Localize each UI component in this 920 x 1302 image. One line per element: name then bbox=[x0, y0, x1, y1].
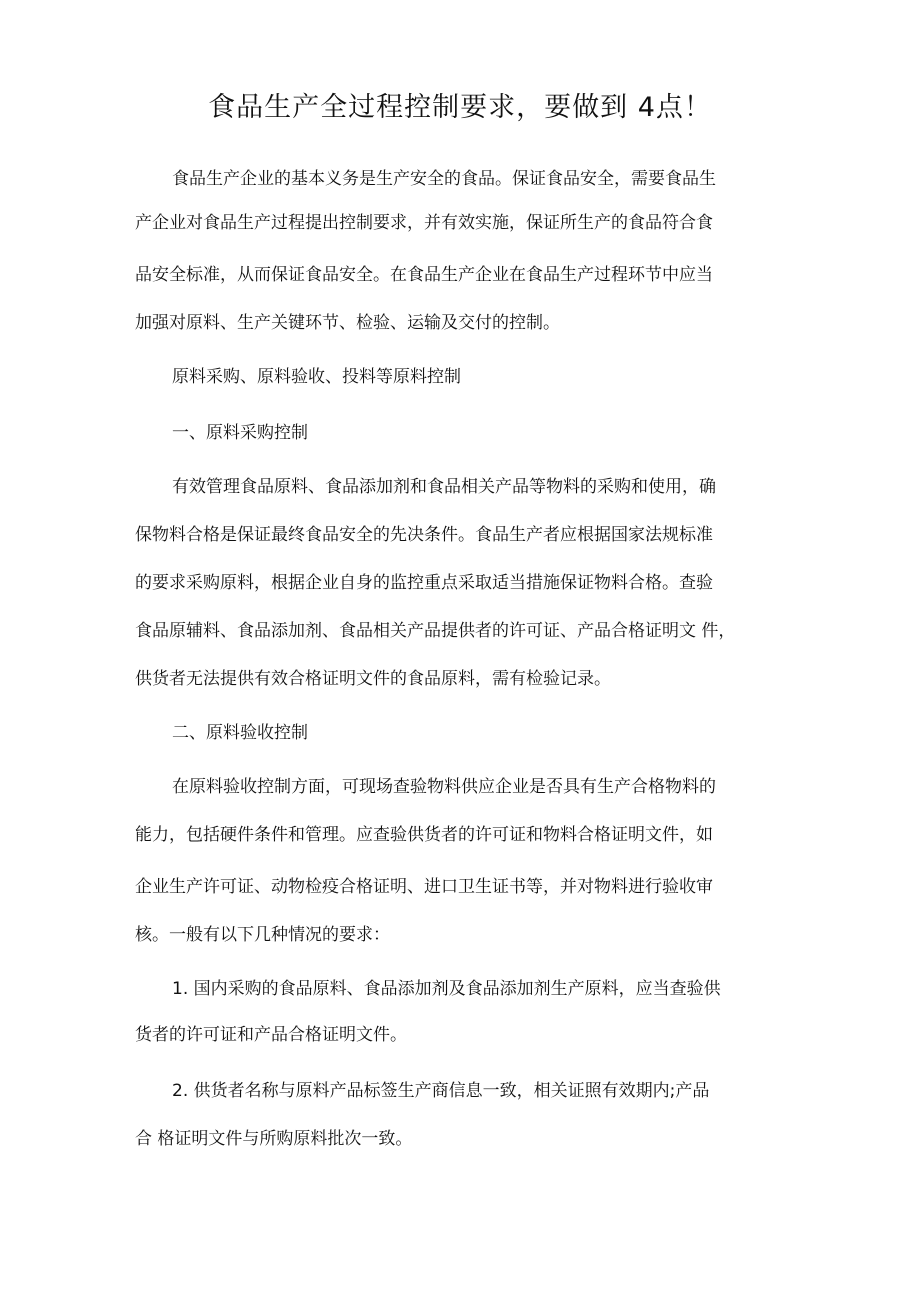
paragraph-purchase-line-5: 供货者无法提供有效合格证明文件的食品原料，需有检验记录。 bbox=[135, 669, 611, 689]
list-item-1-line-1: 1. 国内采购的食品原料、食品添加剂及食品添加剂生产原料，应当查验供 bbox=[172, 979, 721, 999]
paragraph-intro-line-4: 加强对原料、生产关键环节、检验、运输及交付的控制。 bbox=[135, 313, 560, 333]
paragraph-inspection-line-3: 企业生产许可证、动物检疫合格证明、进口卫生证书等，并对物料进行验收审 bbox=[135, 877, 713, 897]
paragraph-inspection-line-1: 在原料验收控制方面，可现场查验物料供应企业是否具有生产合格物料的 bbox=[172, 777, 716, 797]
paragraph-inspection-line-2: 能力，包括硬件条件和管理。应查验供货者的许可证和物料合格证明文件，如 bbox=[135, 825, 713, 845]
paragraph-purchase-line-4: 食品原辅料、食品添加剂、食品相关产品提供者的许可证、产品合格证明文 件， bbox=[135, 621, 736, 641]
paragraph-inspection-line-4: 核。一般有以下几种情况的要求： bbox=[135, 925, 390, 945]
paragraph-purchase-line-2: 保物料合格是保证最终食品安全的先决条件。食品生产者应根据国家法规标准 bbox=[135, 525, 713, 545]
list-item-1-line-2: 货者的许可证和产品合格证明文件。 bbox=[135, 1025, 407, 1045]
document-title: 食品生产全过程控制要求，要做到 4点！ bbox=[208, 92, 712, 123]
paragraph-purchase-line-1: 有效管理食品原料、食品添加剂和食品相关产品等物料的采购和使用，确 bbox=[172, 477, 716, 497]
paragraph-intro-line-3: 品安全标准，从而保证食品安全。在食品生产企业在食品生产过程环节中应当 bbox=[135, 265, 713, 285]
paragraph-purchase-line-3: 的要求采购原料，根据企业自身的监控重点采取适当措施保证物料合格。查验 bbox=[135, 573, 713, 593]
list-item-2-line-1: 2. 供货者名称与原料产品标签生产商信息一致，相关证照有效期内;产品 bbox=[172, 1081, 710, 1101]
paragraph-intro-line-1: 食品生产企业的基本义务是生产安全的食品。保证食品安全，需要食品生 bbox=[172, 169, 716, 189]
section-heading-raw-material: 原料采购、原料验收、投料等原料控制 bbox=[172, 367, 461, 387]
list-item-2-line-2: 合 格证明文件与所购原料批次一致。 bbox=[135, 1129, 413, 1149]
section-heading-1: 一、原料采购控制 bbox=[172, 423, 308, 443]
section-heading-2: 二、原料验收控制 bbox=[172, 723, 308, 743]
paragraph-intro-line-2: 产企业对食品生产过程提出控制要求，并有效实施，保证所生产的食品符合食 bbox=[135, 213, 713, 233]
